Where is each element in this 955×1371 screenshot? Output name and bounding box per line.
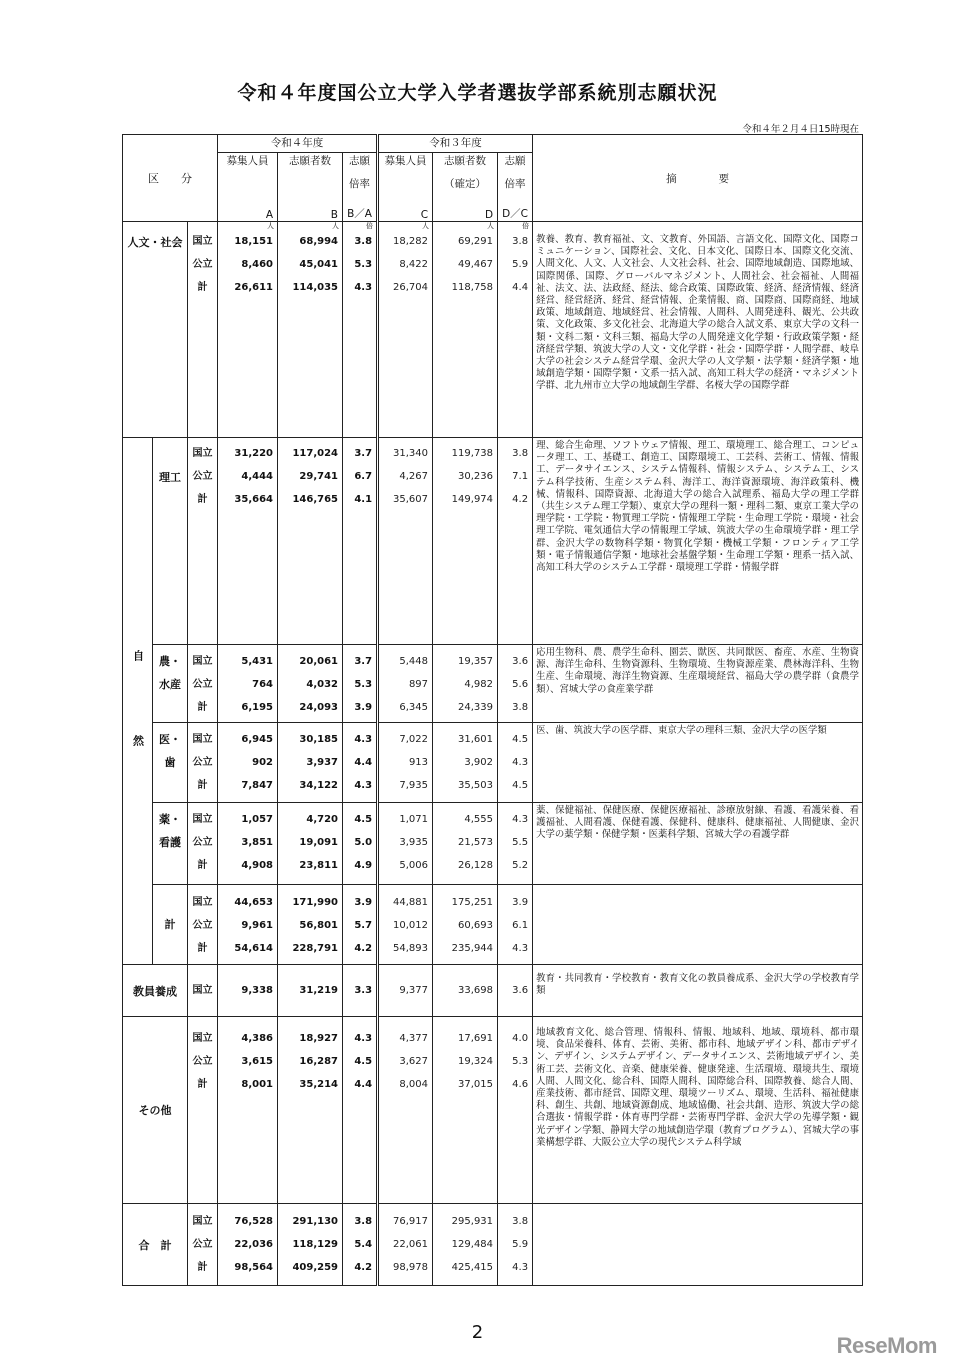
cell-value: 26,128 [458,860,494,871]
cell-value: 4,267 [399,471,429,482]
cell-value: 国立 [192,985,213,996]
cell-value: 409,259 [292,1262,338,1273]
header-col-c: C [378,199,433,222]
cell-value: 公立 [192,920,213,931]
applications-table [122,134,863,1286]
note-other: 地域教育文化、総合管理、情報科、情報、地域科、地域、環境科、都市環境、食品栄養科、体育、芸術、美術、都市科、地域デザイン科、都市デザイン、デザイン、システムデザイン、データサイエンス、芸術地域デザイン、美術工芸、芸術文化、音楽、健康栄養、健康発達、生活環境、環境共生、環境人間、人間文化、総合科、国際人間科、国際総合科、国際教養、総合人間、産業技術、都市経営、国際文理、環境ツーリズム、環境、生活科、福祉健康科、創生、共創、地域資源創成、地域協働、社会共創、造形、筑波大学の総合選抜・情報学群・体育専門学群・芸術専門学群、金沢大学の先導学類・観光デザイン学類、静岡大学の地域創造学環（教育プログラム）、宮城大学の事業構想学群、大阪公立大学の現代システム科学域 [533,1017,863,1204]
header-confirmed: （確定） [433,176,498,199]
cell-value: 171,990 [292,897,338,908]
cell-value: 公立 [192,471,213,482]
cell-value: 4,908 [241,860,273,871]
cell-value: 117,024 [292,448,338,459]
cell-value: 35,503 [458,780,494,791]
cell-value: 902 [252,757,273,768]
cell-value: 29,741 [299,471,338,482]
cell-value: 26,704 [393,282,429,293]
cell-value: 1,057 [241,814,273,825]
cell-value: 3.8 [354,236,373,247]
cell-value: 18,282 [393,236,429,247]
header-col-ba: B／A [343,199,378,222]
cell-value: 20,061 [299,656,338,667]
cell-value: 4.3 [354,734,373,745]
cell-value: 7,935 [399,780,429,791]
cell-value: 6.1 [512,920,529,931]
cell-value: 1,071 [399,814,429,825]
cell-value: 295,931 [451,1216,494,1227]
cell-value: 3,902 [464,757,494,768]
cell-value: 計 [197,1262,208,1273]
cell-value: 6,345 [399,702,429,713]
cell-value: 4,444 [241,471,273,482]
cell-value: 計 [197,282,208,293]
cell-value: 68,994 [299,236,338,247]
cell-value: 4.3 [512,814,529,825]
cell-value: 9,338 [241,985,273,996]
cell-value: 34,122 [299,780,338,791]
cell-value: 9,377 [399,985,429,996]
cell-value: 5.0 [354,837,373,848]
row-label-pharma: 薬・ 看護 [153,803,188,885]
cell-value: 18,927 [299,1033,338,1044]
cell-value: 31,220 [234,448,273,459]
header-summary: 摘 要 [533,135,863,222]
row-label-other: その他 [123,1017,188,1204]
cell-value: 4.2 [354,943,373,954]
cell-value: 30,236 [458,471,494,482]
cell-value: 4,386 [241,1033,273,1044]
cell-value: 9,961 [241,920,273,931]
cell-value: 3.8 [512,702,529,713]
cell-value: 76,917 [393,1216,429,1227]
note-humanities: 教養、教育、教育福祉、文、文教育、外国語、言語文化、国際文化、国際コミュニケーション、国際社会、文化、日本文化、国際日本、国際文化交流、人間文化、人文、人文社会、人文社会科、社会、国際地域創造、国際地域、国際関係、国際、グローバルマネジメント、人間社会、社会福祉、人間福祉、法文、法、法政経、経法、総合政策、国際政策、経済、経済情報、経済経営、経営経済、経営、経営情報、企業情報、商、国際商、国際商経、地域政策、地域創造、地域経営、社会情報、人間科、人間発達科、観光、公共政策、文化政策、多文化社会、北海道大学の総合入試文系、東京大学の文科一類・文科二類・文科三類、福島大学の人間発達文化学類・行政政策学類・経済経営学類、筑波大学の人文・文化学群・社会・国際学群・人間学群、岐阜大学の社会システム経営学環、金沢大学の人文学類・法学類・経済学類・地域創造学類・国際学類・文系一括入試、高知工科大学の経済・マネジメント学群、北九州市立大学の地域創生学群、名桜大学の国際学群 [533,222,863,438]
cell-value: 国立 [192,734,213,745]
cell-value: 計 [197,702,208,713]
note-pharma: 薬、保健福祉、保健医療、保健医療福祉、診療放射線、看護、看護栄養、看護福祉、人間看護、保健看護、保健科、健康科、健康福祉、人間健康、金沢大学の薬学類・保健学類・医薬科学類、宮城大学の看護学群 [533,803,863,885]
row-label-teacher: 教員養成 [123,965,188,1017]
cell-value: 公立 [192,259,213,270]
cell-value: 6.7 [354,471,373,482]
header-r4: 令和４年度 [218,135,378,153]
header-applicants-r4: 志願者数 [278,153,343,176]
cell-value: 5.5 [512,837,529,848]
cell-value: 149,974 [451,494,494,505]
cell-value: 6,195 [241,702,273,713]
table-row [123,965,863,1017]
cell-value: 26,611 [234,282,273,293]
cell-value: 69,291 [458,236,494,247]
note-teacher: 教育・共同教育・学校教育・教育文化の教員養成系、金沢大学の学校教育学類 [533,965,863,1017]
cell-value: 4.3 [512,943,529,954]
cell-value: 4.1 [354,494,373,505]
cell-value: 228,791 [292,943,338,954]
cell-value: 3.8 [512,448,529,459]
cell-value: 5.9 [512,1239,529,1250]
cell-value: 公立 [192,757,213,768]
header-recruit-r4: 募集人員 [218,153,278,176]
cell-value: 5.3 [354,679,373,690]
cell-value: 3.9 [354,897,373,908]
cell-value: 公立 [192,837,213,848]
cell-value: 4.5 [354,814,373,825]
cell-value: 4.0 [512,1033,529,1044]
cell-value: 国立 [192,1216,213,1227]
cell-value: 76,528 [234,1216,273,1227]
cell-value: 4,555 [464,814,494,825]
unit-label: 人 [332,222,339,230]
cell-value: 19,324 [458,1056,494,1067]
cell-value: 4.4 [354,757,373,768]
cell-value: 計 [197,1079,208,1090]
cell-value: 国立 [192,897,213,908]
cell-value: 5.3 [354,259,373,270]
header-col-a: A [218,199,278,222]
cell-value: 3.8 [354,1216,373,1227]
cell-value: 7,022 [399,734,429,745]
cell-value: 35,607 [393,494,429,505]
cell-value: 7.1 [512,471,529,482]
cell-value: 国立 [192,656,213,667]
cell-value: 98,978 [393,1262,429,1273]
cell-value: 44,653 [234,897,273,908]
cell-value: 114,035 [292,282,338,293]
cell-value: 国立 [192,814,213,825]
table-row [123,645,863,723]
cell-value: 24,093 [299,702,338,713]
header-r3: 令和３年度 [378,135,533,153]
header-ratio1-r4: 志願 [343,153,378,176]
cell-value: 175,251 [451,897,494,908]
table-row [123,723,863,803]
cell-value: 4.2 [354,1262,373,1273]
unit-label: 人 [487,222,495,230]
cell-value: 公立 [192,1056,213,1067]
cell-value: 425,415 [451,1262,494,1273]
cell-value: 4,377 [399,1033,429,1044]
cell-value: 5.9 [512,259,529,270]
cell-value: 4.2 [512,494,529,505]
cell-value: 4.4 [512,282,529,293]
cell-value: 31,219 [299,985,338,996]
row-label-humanities: 人文・社会 [123,222,188,438]
cell-value: 8,001 [241,1079,273,1090]
cell-value: 19,091 [299,837,338,848]
cell-value: 118,758 [451,282,494,293]
cell-value: 5.4 [354,1239,373,1250]
cell-value: 5.7 [354,920,373,931]
unit-label: 倍 [366,222,374,230]
cell-value: 5,431 [241,656,273,667]
resemom-logo: ReseMom [836,1333,937,1358]
note-agri: 応用生物科、農、農学生命科、園芸、獣医、共同獣医、畜産、水産、生物資源、海洋生命科、生物資源科、生物環境、生物資源産業、農林海洋科、生物生産、生命環境、海洋生物資源、生産環境経営、福島大学の農学群（食農学類）、宮城大学の食産業学群 [533,645,863,723]
cell-value: 3.9 [512,897,529,908]
cell-value: 国立 [192,236,213,247]
header-col-b: B [278,199,343,222]
cell-value: 22,061 [393,1239,429,1250]
note-medical: 医、歯、筑波大学の医学群、東京大学の理科三類、金沢大学の医学類 [533,723,863,803]
table-row [123,803,863,885]
cell-value: 公立 [192,679,213,690]
page-title: 令和４年度国公立大学入学者選抜学部系統別志願状況 [237,82,718,104]
cell-value: 129,484 [451,1239,494,1250]
header-recruit-r3: 募集人員 [378,153,433,176]
cell-value: 5,006 [399,860,429,871]
cell-value: 4.5 [354,1056,373,1067]
unit-label: 倍 [522,222,530,230]
cell-value: 897 [408,679,429,690]
cell-value: 35,214 [299,1079,338,1090]
unit-label [188,222,217,230]
note-science: 理、総合生命理、ソフトウェア情報、理工、環境理工、総合理工、コンピュータ理工、工、基礎工、創造工、国際環境工、工芸科、芸術工、情報、情報工、データサイエンス、システム情報科、情報システム、システム工、システム科学技術、生産システム科、海洋工、海洋資源環境、海洋政策科、機械、情報科、国際資源、北海道大学の総合入試理系、福島大学の理工学群（共生システム理工学類）、東京大学の理科一類・理科二類、東京工業大学の理学院・工学院・物質理工学院・情報理工学院・生命理工学院・環境・社会理工学院、電気通信大学の情報理工学域、筑波大学の生命環境学群・理工学群、金沢大学の数物科学類・物質化学類・機械工学類・フロンティア工学類・電子情報通信学類・地球社会基盤学類・生命理工学類・理系一括入試、高知工科大学のシステム工学群・環境理工学群・情報学群 [533,438,863,645]
row-label-science: 理工 [153,438,188,645]
cell-value: 5,448 [399,656,429,667]
unit-label: 人 [267,222,274,230]
row-label-nature-total: 計 [153,885,188,965]
cell-value: 16,287 [299,1056,338,1067]
cell-value: 公立 [192,1239,213,1250]
table-row [123,1017,863,1204]
cell-value: 国立 [192,448,213,459]
as-of-date: 令和４年２月４日15時現在 [742,124,859,135]
header-col-d: D [433,199,498,222]
cell-value: 235,944 [451,943,494,954]
cell-value: 35,664 [234,494,273,505]
cell-value: 291,130 [292,1216,338,1227]
cell-value: 計 [197,494,208,505]
cell-value: 22,036 [234,1239,273,1250]
cell-value: 56,801 [299,920,338,931]
cell-value: 4.5 [512,734,529,745]
cell-value: 4.3 [354,780,373,791]
cell-value: 8,004 [399,1079,429,1090]
cell-value: 5.3 [512,1056,529,1067]
cell-value: 計 [197,860,208,871]
table-row [123,885,863,965]
header-applicants-r3: 志願者数 [433,153,498,176]
cell-value: 118,129 [292,1239,338,1250]
cell-value: 30,185 [299,734,338,745]
cell-value: 4.9 [354,860,373,871]
cell-value: 49,467 [458,259,494,270]
cell-value: 17,691 [458,1033,494,1044]
cell-value: 10,012 [393,920,429,931]
cell-value: 4.4 [354,1079,373,1090]
header-ratio2-r4: 倍率 [343,176,378,199]
cell-value: 4.6 [512,1079,529,1090]
cell-value: 5.2 [512,860,529,871]
cell-value: 3.8 [512,236,529,247]
cell-value: 国立 [192,1033,213,1044]
unit-label: 人 [422,222,430,230]
cell-value: 18,151 [234,236,273,247]
cell-value: 3,937 [306,757,338,768]
row-label-total: 合 計 [123,1204,188,1286]
cell-value: 3,851 [241,837,273,848]
cell-value: 54,893 [393,943,429,954]
cell-value: 8,460 [241,259,273,270]
table-row [123,222,863,438]
cell-value: 60,693 [458,920,494,931]
table-row [123,438,863,645]
cell-value: 7,847 [241,780,273,791]
cell-value: 3,615 [241,1056,273,1067]
cell-value: 4.5 [512,780,529,791]
group-label-nature: 自 然 [123,438,153,965]
cell-value: 31,601 [458,734,494,745]
cell-value: 4.3 [354,1033,373,1044]
cell-value: 8,422 [399,259,429,270]
cell-value: 4,982 [464,679,494,690]
cell-value: 3.9 [354,702,373,713]
cell-value: 4.3 [354,282,373,293]
cell-value: 119,738 [451,448,494,459]
row-label-agri: 農・ 水産 [153,645,188,723]
header-ratio1-r3: 志願 [498,153,533,176]
cell-value: 3,627 [399,1056,429,1067]
cell-value: 4,720 [306,814,338,825]
cell-value: 45,041 [299,259,338,270]
cell-value: 3.6 [512,656,529,667]
cell-value: 146,765 [292,494,338,505]
cell-value: 3.3 [354,985,373,996]
cell-value: 24,339 [458,702,494,713]
cell-value: 3.7 [354,448,373,459]
cell-value: 4.3 [512,1262,529,1273]
cell-value: 54,614 [234,943,273,954]
cell-value: 3.8 [512,1216,529,1227]
header-col-dc: D／C [498,199,533,222]
cell-value: 4.3 [512,757,529,768]
header-category: 区 分 [123,135,218,222]
cell-value: 913 [408,757,429,768]
cell-value: 3.6 [512,985,529,996]
cell-value: 37,015 [458,1079,494,1090]
cell-value: 44,881 [393,897,429,908]
cell-value: 6,945 [241,734,273,745]
page-number: 2 [471,1322,484,1343]
header-ratio2-r3: 倍率 [498,176,533,199]
cell-value: 21,573 [458,837,494,848]
cell-value: 5.6 [512,679,529,690]
cell-value: 98,564 [234,1262,273,1273]
cell-value: 31,340 [393,448,429,459]
cell-value: 33,698 [458,985,494,996]
cell-value: 計 [197,943,208,954]
cell-value: 764 [252,679,273,690]
cell-value: 4,032 [306,679,338,690]
table-row [123,1204,863,1286]
cell-value: 19,357 [458,656,494,667]
cell-value: 計 [197,780,208,791]
cell-value: 3,935 [399,837,429,848]
cell-value: 3.7 [354,656,373,667]
cell-value: 23,811 [299,860,338,871]
row-label-medical: 医・ 歯 [153,723,188,803]
